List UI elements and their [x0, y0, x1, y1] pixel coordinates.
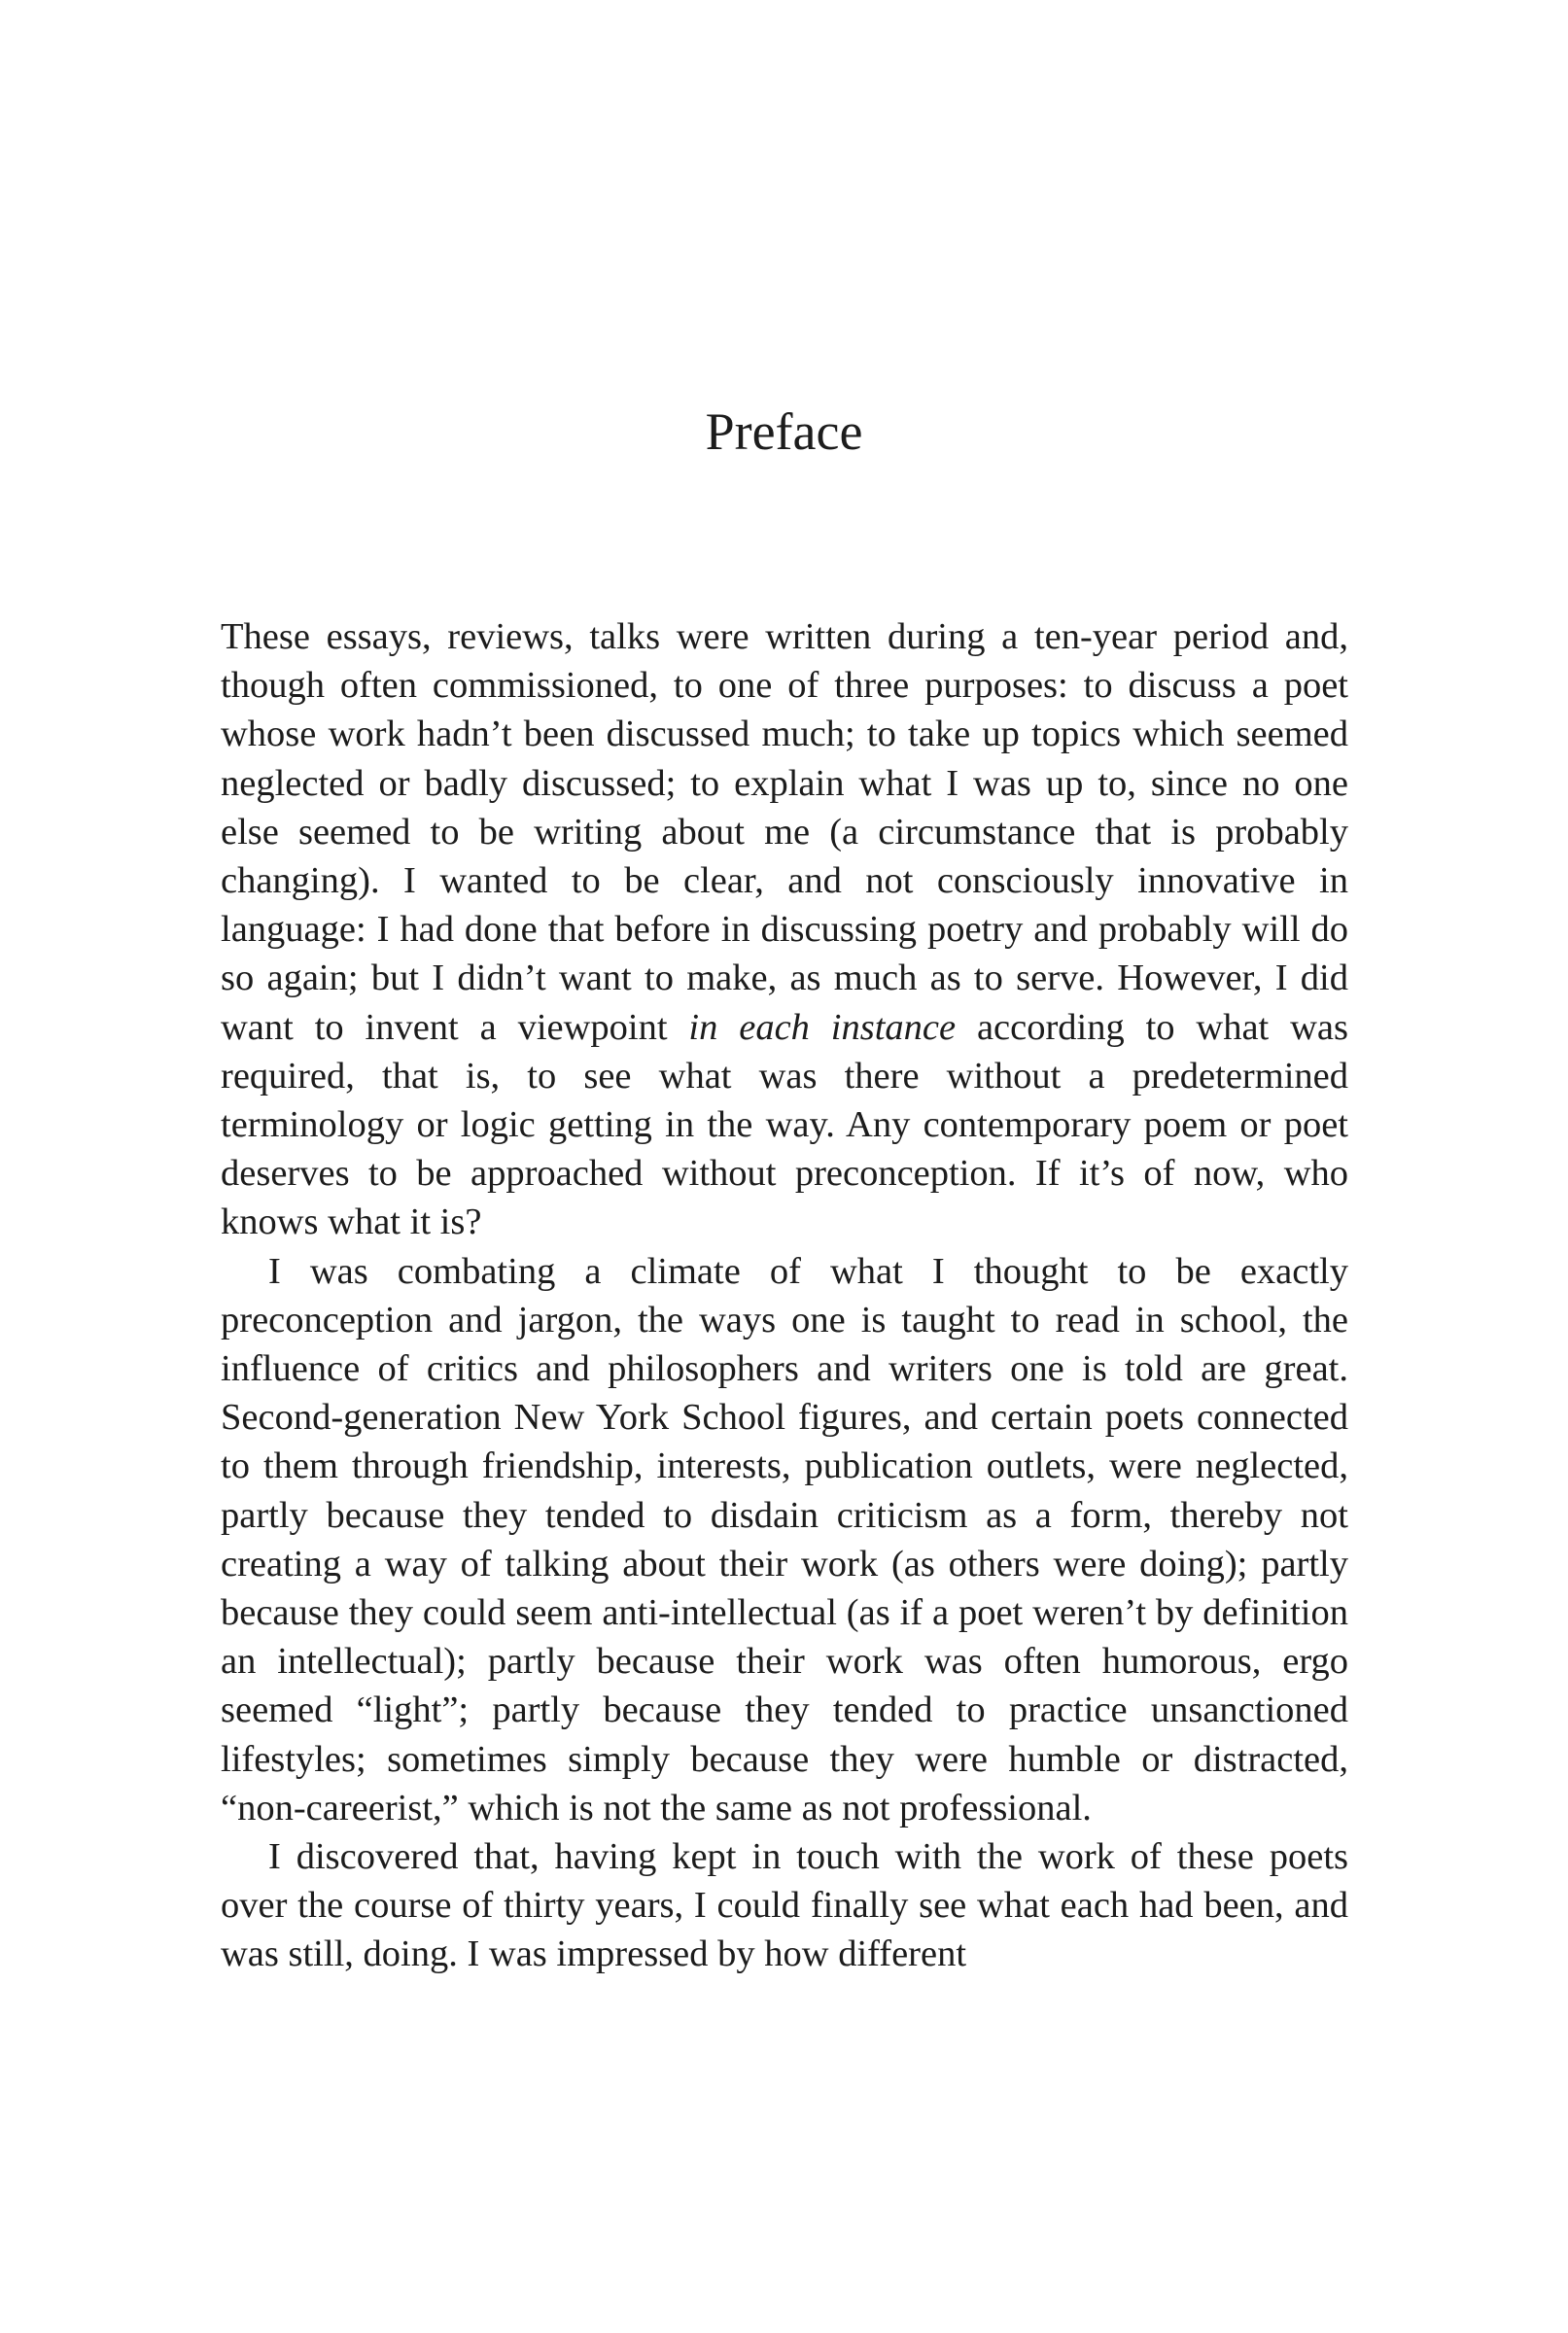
paragraph-1-text-start: These essays, reviews, talks were written during a ten-year period and, though often commissioned, to one of three purposes: to discuss a poet whose work hadn’t been discussed much; to take up topics which seemed neglected or badly discussed; to explain what I was up to, since no one else seemed to be writing about me (a circumstance that is probably changing). I wanted to be clear, and not consciously innovative in language: I had done that before in discussing poetry and probably will do so again; but I didn’t want to make, as much as to serve. However, I did want to invent a viewpoint	[221, 616, 1348, 1048]
paragraph-3: I discovered that, having kept in touch with the work of these poets over the course of thirty years, I could finally see what each had been, and was still, doing. I was impressed by how different	[221, 1836, 1348, 1975]
paragraph-1	[221, 612, 1348, 1247]
page-title: Preface	[705, 402, 863, 461]
paragraph-2: I was combating a climate of what I thought to be exactly preconception and jargon, the ways one is taught to read in school, the influence of critics and philosophers and writers one is told are great. Second-generation New York School figures, and certain poets connected to them through friendship, interests, publication outlets, were neglected, partly because they tended to disdain criticism as a form, thereby not creating a way of talking about their work (as others were doing); partly because they could seem anti-intellectual (as if a poet weren’t by definition an intellectual); partly because their work was often humorous, ergo seemed “light”; partly because they tended to practice unsanctioned lifestyles; sometimes simply because they were humble or distracted, “non-careerist,” which is not the same as not professional.	[221, 1250, 1348, 1828]
preface-body	[221, 612, 1348, 1979]
paragraph-1-text-end: according to what was required, that is, to see what was there without a predetermined terminology or logic getting in the way. Any contemporary poem or poet deserves to be approached without preconception. If it’s of now, who knows what it is?	[221, 1006, 1348, 1243]
paragraph-1-italic-phrase: in each instance	[688, 1006, 957, 1048]
